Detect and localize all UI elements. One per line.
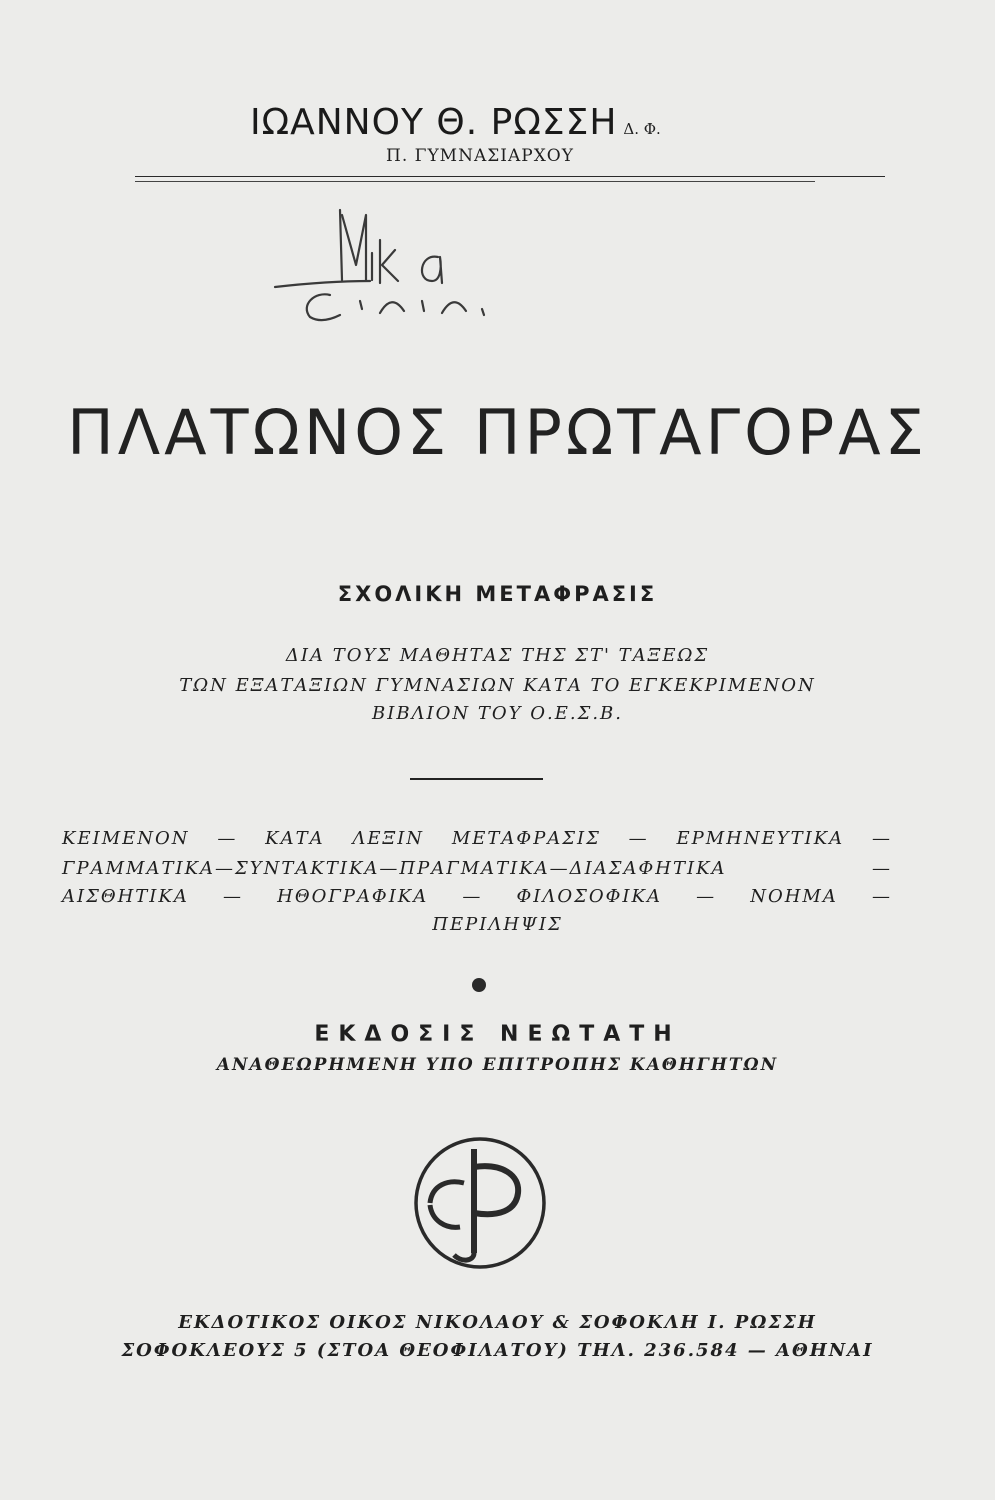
book-title: ΠΛΑΤΩΝΟΣ ΠΡΩΤΑΓΟΡΑΣ [67,396,928,469]
header-rule-bottom [135,181,815,182]
publisher-monogram-icon [412,1135,548,1271]
handwritten-signature [270,195,550,345]
contents-line: ΓΡΑΜΜΑΤΙΚΑ—ΣΥΝΤΑΚΤΙΚΑ—ΠΡΑΓΜΑΤΙΚΑ—ΔΙΑΣΑΦΗΤΙΚΑ — [62,858,892,879]
contents-line: ΑΙΣΘΗΤΙΚΑ — ΗΘΟΓΡΑΦΙΚΑ — ΦΙΛΟΣΟΦΙΚΑ — ΝΟΗΜΑ — [62,886,892,907]
contents-line: ΚΕΙΜΕΝΟΝ — ΚΑΤΑ ΛΕΞΙΝ ΜΕΤΑΦΡΑΣΙΣ — ΕΡΜΗΝΕΥΤΙΚΑ — [62,828,892,849]
revised-note: ΑΝΑΘΕΩΡΗΜΕΝΗ ΥΠΟ ΕΠΙΤΡΟΠΗΣ ΚΑΘΗΓΗΤΩΝ [216,1055,779,1075]
section-divider [410,778,543,780]
contents-line: ΠΕΡΙΛΗΨΙΣ [432,914,563,935]
author-title: Π. ΓΥΜΝΑΣΙΑΡΧΟΥ [386,146,574,166]
edition-label: ΕΚΔΟΣΙΣ ΝΕΩΤΑΤΗ [314,1022,681,1047]
purpose-line: ΒΙΒΛΙΟΝ ΤΟΥ Ο.Ε.Σ.Β. [371,703,623,724]
bullet-dot-icon [472,978,486,992]
book-subtitle: ΣΧΟΛΙΚΗ ΜΕΤΑΦΡΑΣΙΣ [337,582,658,606]
purpose-line: ΤΩΝ ΕΞΑΤΑΞΙΩΝ ΓΥΜΝΑΣΙΩΝ ΚΑΤΑ ΤΟ ΕΓΚΕΚΡΙΜΕΝΟΝ [179,675,816,696]
author-degree: Δ. Φ. [623,120,661,138]
publisher-address: ΣΟΦΟΚΛΕΟΥΣ 5 (ΣΤΟΑ ΘΕΟΦΙΛΑΤΟΥ) ΤΗΛ. 236.584 — ΑΘΗΝΑΙ [121,1340,874,1361]
publisher-name: ΕΚΔΟΤΙΚΟΣ ΟΙΚΟΣ ΝΙΚΟΛΑΟΥ & ΣΟΦΟΚΛΗ Ι. ΡΩΣΣΗ [178,1312,817,1333]
author-name: ΙΩΑΝΝΟΥ Θ. ΡΩΣΣΗ [250,102,618,143]
header-rule-top [135,176,885,177]
purpose-line: ΔΙΑ ΤΟΥΣ ΜΑΘΗΤΑΣ ΤΗΣ ΣΤ' ΤΑΞΕΩΣ [285,645,710,666]
author-line [250,102,750,143]
